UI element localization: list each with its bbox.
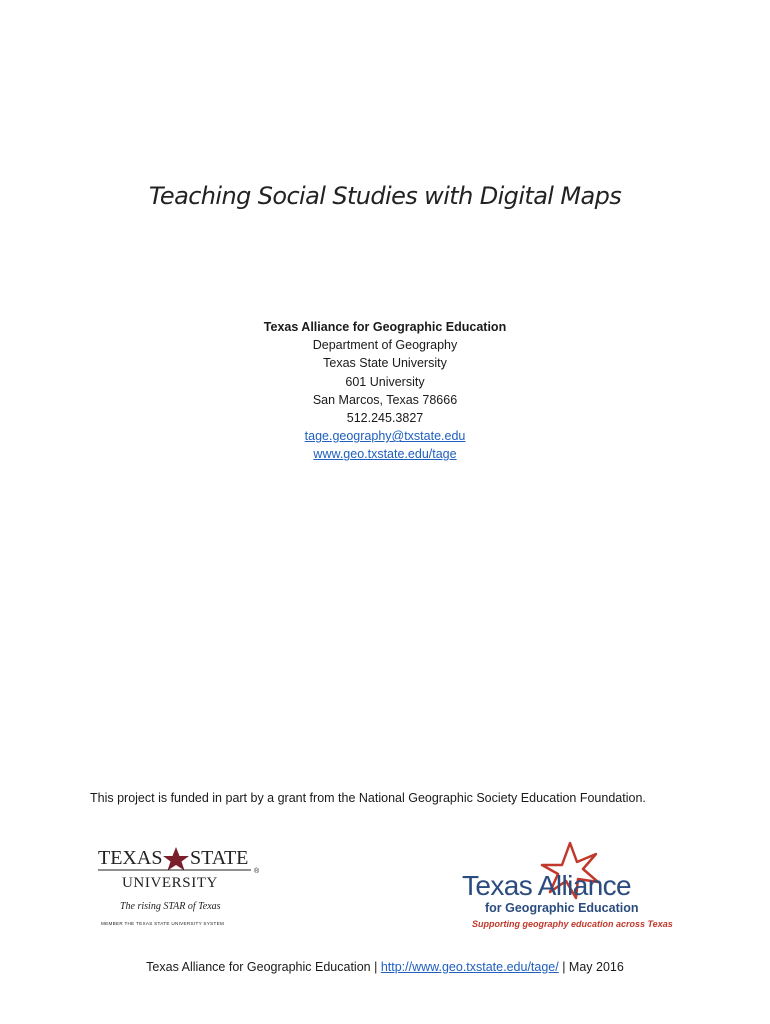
website-link[interactable]: www.geo.txstate.edu/tage bbox=[313, 447, 457, 462]
email-link[interactable]: tage.geography@txstate.edu bbox=[304, 429, 466, 444]
university-line: Texas State University bbox=[323, 356, 447, 371]
contact-block bbox=[0, 318, 770, 464]
city-line: San Marcos, Texas 78666 bbox=[312, 392, 458, 407]
texas-state-university-logo bbox=[98, 842, 263, 928]
logo-university-text: UNIVERSITY bbox=[122, 875, 218, 891]
logo-alliance-name: Texas Alliance bbox=[462, 870, 632, 901]
star-icon bbox=[163, 847, 189, 871]
logo-state-text: STATE bbox=[190, 847, 249, 869]
logo-texas-text: TEXAS bbox=[98, 847, 163, 869]
organization-name: Texas Alliance for Geographic Education bbox=[263, 320, 507, 334]
registered-mark: ® bbox=[254, 868, 260, 875]
footer-separator: | bbox=[558, 960, 569, 974]
page-footer bbox=[0, 960, 770, 974]
street-line: 601 University bbox=[345, 374, 425, 389]
phone-line: 512.245.3827 bbox=[346, 411, 424, 426]
logo-alliance-tagline: Supporting geography education across Texas bbox=[472, 919, 673, 929]
funding-note: This project is funded in part by a grant from the National Geographic Society Education Foundation. bbox=[90, 791, 646, 805]
footer-separator: | bbox=[370, 960, 381, 974]
footer-link[interactable]: http://www.geo.txstate.edu/tage/ bbox=[380, 960, 559, 974]
texas-alliance-logo bbox=[458, 838, 683, 933]
logo-tagline: The rising STAR of Texas bbox=[120, 901, 221, 912]
document-title: Teaching Social Studies with Digital Maps bbox=[148, 182, 622, 210]
footer-org: Texas Alliance for Geographic Education bbox=[146, 960, 371, 974]
logo-member-text: MEMBER THE TEXAS STATE UNIVERSITY SYSTEM bbox=[101, 921, 225, 926]
department-line: Department of Geography bbox=[312, 338, 458, 353]
footer-date: May 2016 bbox=[568, 960, 624, 974]
logo-alliance-subtitle: for Geographic Education bbox=[485, 901, 639, 915]
